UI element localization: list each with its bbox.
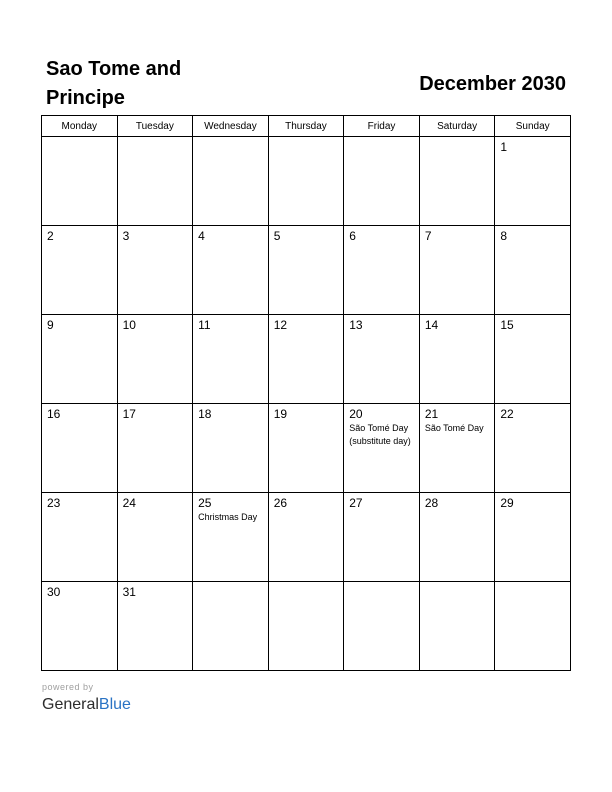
- empty-day-cell: [495, 582, 571, 671]
- day-number: 12: [273, 318, 288, 332]
- empty-day-cell: [193, 137, 269, 226]
- day-number: 7: [424, 229, 432, 243]
- calendar-body: [42, 137, 571, 671]
- day-number: 30: [47, 585, 61, 599]
- day-cell: [495, 137, 571, 226]
- day-number: 9: [47, 318, 54, 332]
- day-cell: [117, 493, 193, 582]
- week-row: [42, 493, 571, 582]
- day-number: 29: [500, 496, 514, 510]
- weekday-header-friday: Friday: [344, 116, 420, 137]
- week-row: [42, 226, 571, 315]
- empty-day-cell: [419, 582, 495, 671]
- day-number: 14: [424, 318, 439, 332]
- week-row: [42, 582, 571, 671]
- weekday-header-tuesday: Tuesday: [117, 116, 193, 137]
- day-cell: [193, 315, 269, 404]
- weekday-header-saturday: Saturday: [419, 116, 495, 137]
- day-cell: [268, 493, 344, 582]
- day-cell: [117, 582, 193, 671]
- day-cell: [42, 226, 118, 315]
- day-number: 23: [47, 496, 61, 510]
- day-cell: [344, 493, 420, 582]
- empty-day-cell: [268, 582, 344, 671]
- day-number: 28: [424, 496, 439, 510]
- day-cell: [42, 315, 118, 404]
- day-number: 18: [198, 407, 212, 421]
- holiday-label: São Tomé Day: [424, 423, 484, 433]
- empty-day-cell: [42, 137, 118, 226]
- day-number: 3: [122, 229, 130, 243]
- day-number: 27: [349, 496, 363, 510]
- week-row: [42, 404, 571, 493]
- weekday-header-wednesday: Wednesday: [193, 116, 269, 137]
- day-cell: [117, 404, 193, 493]
- day-cell: [268, 226, 344, 315]
- day-number: 31: [122, 585, 136, 599]
- day-number: 11: [198, 318, 211, 332]
- weekday-header-sunday: Sunday: [495, 116, 571, 137]
- day-cell: [495, 315, 571, 404]
- empty-day-cell: [344, 137, 420, 226]
- day-number: 15: [500, 318, 514, 332]
- day-cell: [42, 404, 118, 493]
- day-cell: [419, 404, 495, 493]
- weekday-header-monday: Monday: [42, 116, 118, 137]
- empty-day-cell: [193, 582, 269, 671]
- day-number: 5: [273, 229, 281, 243]
- day-number: 6: [349, 229, 356, 243]
- week-row: [42, 137, 571, 226]
- day-number: 16: [47, 407, 61, 421]
- day-cell: [117, 315, 193, 404]
- day-cell: [495, 226, 571, 315]
- day-number: 22: [500, 407, 514, 421]
- day-cell: [42, 582, 118, 671]
- day-number: 26: [273, 496, 288, 510]
- day-cell: [344, 226, 420, 315]
- country-title: Sao Tome and Principe: [46, 58, 182, 109]
- day-cell: [419, 493, 495, 582]
- day-number: 25: [198, 496, 212, 510]
- empty-day-cell: [268, 137, 344, 226]
- week-row: [42, 315, 571, 404]
- weekday-header-thursday: Thursday: [268, 116, 344, 137]
- day-number: 17: [122, 407, 136, 421]
- day-number: 10: [122, 318, 136, 332]
- day-cell: [42, 493, 118, 582]
- day-number: 1: [500, 140, 508, 154]
- empty-day-cell: [344, 582, 420, 671]
- day-number: 20: [349, 407, 363, 421]
- brand-blue-text: Blue: [98, 696, 131, 713]
- day-number: 8: [500, 229, 508, 243]
- day-number: 13: [349, 318, 363, 332]
- footer-branding: [42, 682, 131, 716]
- day-cell: [268, 404, 344, 493]
- day-number: 19: [273, 407, 288, 421]
- day-number: 4: [198, 229, 205, 243]
- day-cell: [344, 315, 420, 404]
- day-cell: [344, 404, 420, 493]
- day-number: 21: [424, 407, 439, 421]
- powered-by-text: powered by: [42, 682, 94, 692]
- day-number: 2: [47, 229, 54, 243]
- holiday-label: São Tomé Day (substitute day): [349, 423, 411, 446]
- day-cell: [495, 493, 571, 582]
- day-cell: [419, 315, 495, 404]
- day-cell: [193, 226, 269, 315]
- empty-day-cell: [419, 137, 495, 226]
- day-cell: [495, 404, 571, 493]
- day-cell: [193, 404, 269, 493]
- empty-day-cell: [117, 137, 193, 226]
- holiday-label: Christmas Day: [198, 512, 258, 522]
- weekday-header-row: [42, 116, 571, 137]
- day-cell: [193, 493, 269, 582]
- calendar-grid: [41, 115, 571, 671]
- generalblue-logo: [42, 694, 131, 716]
- day-cell: [268, 315, 344, 404]
- day-cell: [117, 226, 193, 315]
- day-number: 24: [122, 496, 136, 510]
- month-year-title: December 2030: [419, 73, 566, 95]
- brand-general-text: General: [42, 696, 99, 713]
- day-cell: [419, 226, 495, 315]
